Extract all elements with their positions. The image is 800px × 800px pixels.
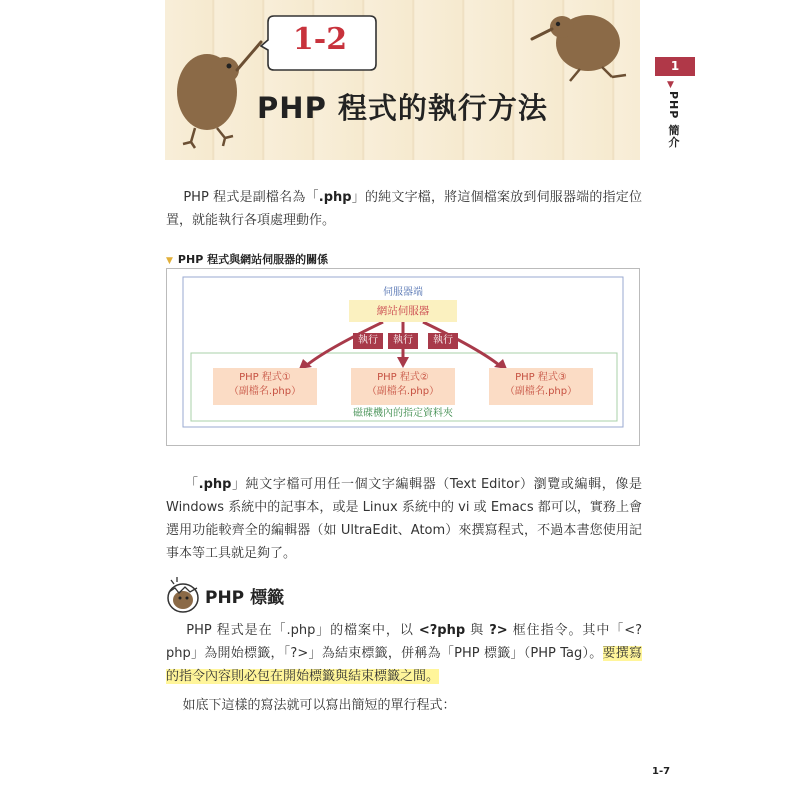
exec-label-1: 執行 [353,333,383,349]
intro-text-1: PHP 程式是副檔名為「 [183,190,319,205]
section-title: PHP 標籤 [205,588,285,608]
figure-caption [166,251,328,267]
para2-extension: .php [198,477,232,492]
para3-text-3: 框住指令。其中「<?php」為開始標籤，「?>」為結束標籤，併稱為「PHP 標籤」（PHP Tag）。 [166,623,642,661]
chapter-tab-number: 1 [655,57,695,76]
php-program-name-3: PHP 程式③ [515,372,567,383]
chapter-banner [165,0,640,160]
web-server-box: 網站伺服器 [349,300,457,322]
para2-text-2: 」純文字檔可用任一個文字編輯器（Text Editor）瀏覽或編輯，像是 Windows 系統中的記事本，或是 Linux 系統中的 vi 或 Emacs 都可以，實務上會選用功能較齊全的編輯器（如 UltraEdit、Atom）來撰寫程式，不過本書您使用記事本等工具就足夠了。 [166,477,642,561]
server-side-label: 伺服器端 [383,287,423,298]
php-program-ext-2: （副檔名.php） [366,386,440,397]
caption-triangle-icon: ▼ [166,256,173,266]
para2-text-1: 「 [185,477,199,492]
intro-extension: .php [318,190,352,205]
page-title: PHP 程式的執行方法 [257,91,548,125]
php-open-tag: <?php [418,623,466,638]
folder-label: 磁碟機內的指定資料夾 [353,408,453,419]
tab-arrow-icon: ▼ [667,80,674,90]
php-program-name-1: PHP 程式① [239,372,291,383]
para3-text-2: 與 [465,623,490,638]
para4-text: 如底下這樣的寫法就可以寫出簡短的單行程式： [182,698,456,713]
exec-label-3: 執行 [428,333,458,349]
php-tag-paragraph [166,619,642,688]
example-intro-paragraph [166,694,642,717]
highlighted-note: 要撰寫的指令內容則必包在開始標籤與結束標籤之間。 [166,646,642,684]
php-program-box-2 [351,368,455,405]
php-program-box-1 [213,368,317,405]
intro-paragraph [166,186,642,232]
exec-label-2: 執行 [388,333,418,349]
arrow-head-2 [397,357,409,368]
php-program-box-3 [489,368,593,405]
para3-text-1: PHP 程式是在「.php」的檔案中，以 [186,623,419,638]
intro-text-2: 」的純文字檔，將這個檔案放到伺服器端的指定位置，就能執行各項處理動作。 [166,190,642,228]
php-close-tag: ?> [489,623,508,638]
editor-paragraph [166,473,642,565]
php-program-ext-1: （副檔名.php） [228,386,302,397]
chapter-tab-label: PHP 簡介 [667,91,680,149]
kiwi-egg-icon [163,574,203,614]
server-diagram [166,268,640,446]
chapter-number: 1-2 [292,22,348,57]
kiwi-bird-right-icon [530,5,640,85]
figure-caption-text: PHP 程式與網站伺服器的關係 [177,253,329,266]
page-number: 1-7 [652,766,671,777]
php-program-ext-3: （副檔名.php） [504,386,578,397]
php-program-name-2: PHP 程式② [377,372,429,383]
